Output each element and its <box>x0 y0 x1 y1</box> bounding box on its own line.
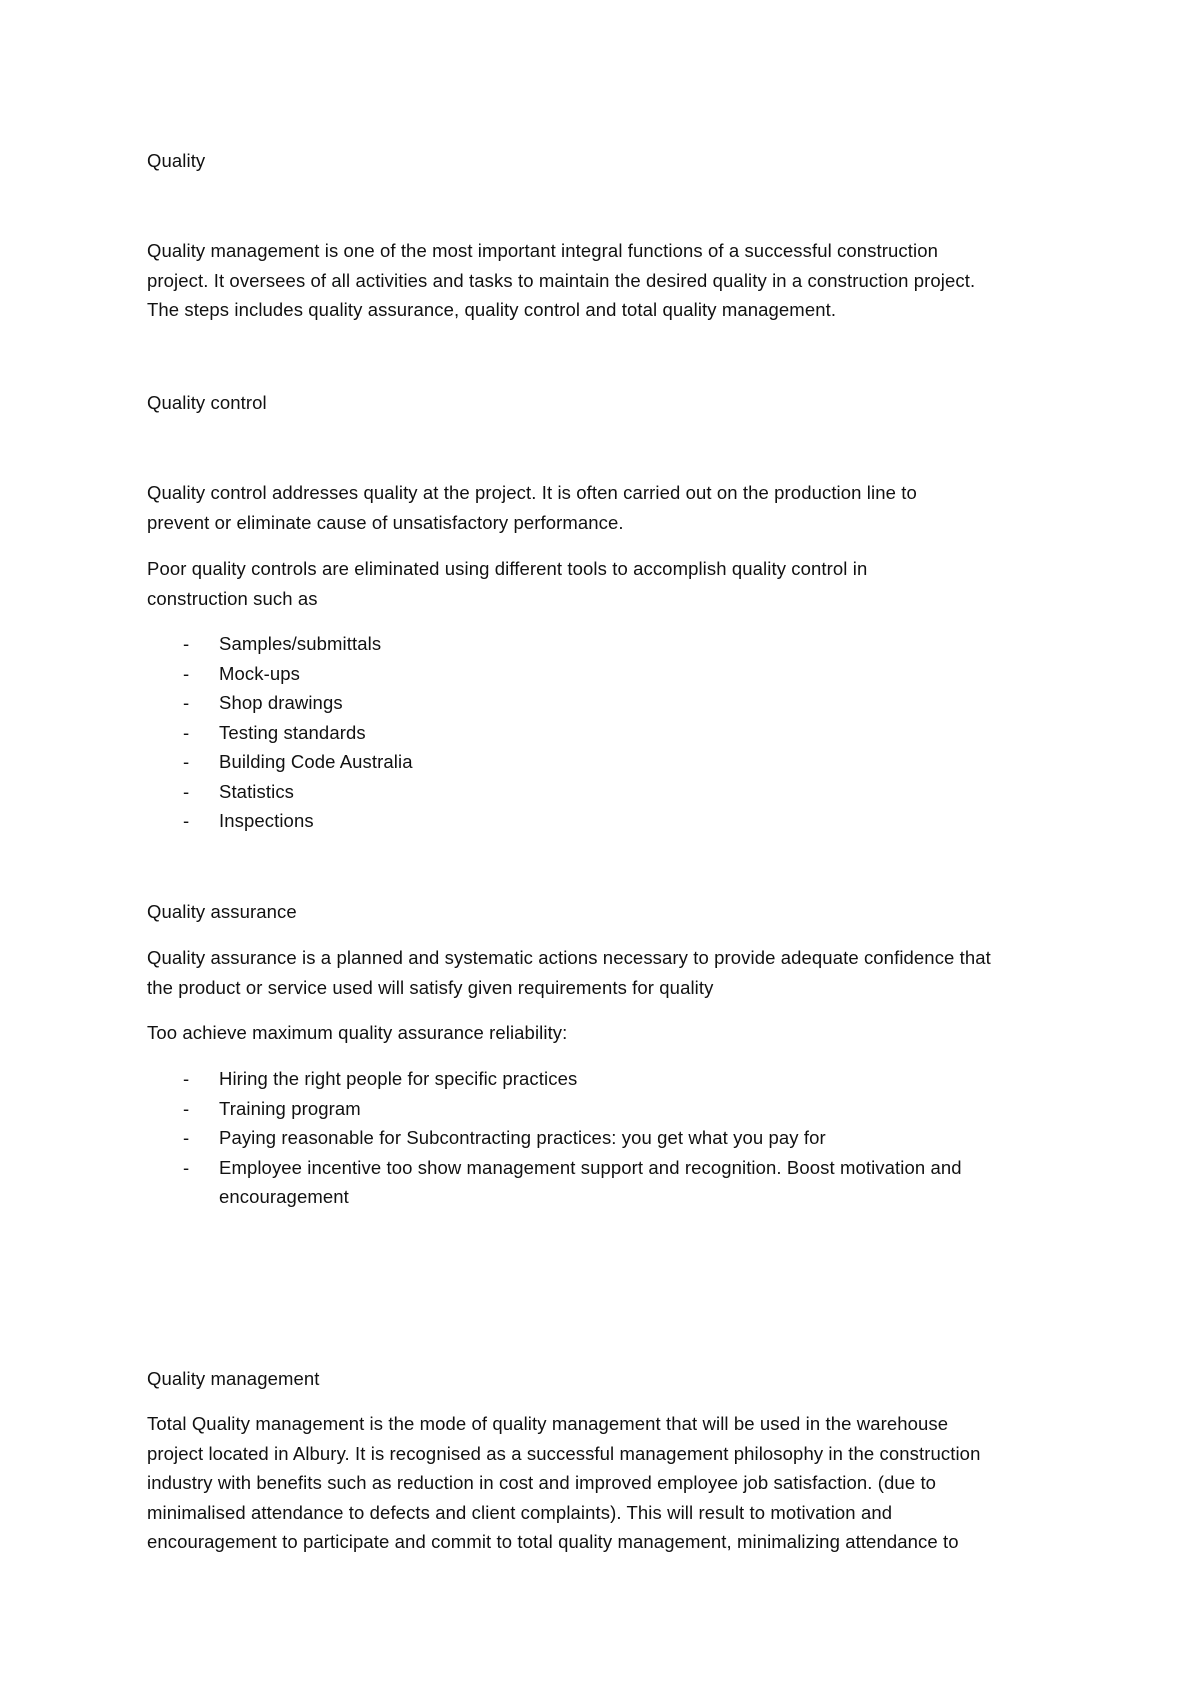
dash-bullet: - <box>183 662 190 684</box>
heading-text: Quality control <box>147 392 267 413</box>
paragraph-line: prevent or eliminate cause of unsatisfactory performance. <box>147 511 624 533</box>
list-item <box>147 747 1077 777</box>
dash-bullet: - <box>183 1127 190 1148</box>
heading-text: Quality management <box>147 1368 320 1389</box>
dash-bullet: - <box>183 780 190 802</box>
dash-bullet: - <box>183 633 190 654</box>
paragraph-line: Poor quality controls are eliminated using different tools to accomplish quality control in <box>147 558 868 579</box>
paragraph-line: project. It oversees of all activities and tasks to maintain the desired quality in a construction project. <box>147 269 976 291</box>
list-item-text: Mock-ups <box>219 662 300 684</box>
paragraph-line: Total Quality management is the mode of quality management that will be used in the warehouse <box>147 1413 949 1434</box>
quality-management-paragraph <box>147 1409 1077 1557</box>
dash-bullet: - <box>183 1097 190 1119</box>
list-item <box>147 629 1077 659</box>
list-item-text: Testing standards <box>219 721 366 743</box>
list-item-text: Training program <box>219 1097 361 1119</box>
paragraph-line: The steps includes quality assurance, quality control and total quality management. <box>147 299 837 320</box>
document-title <box>147 146 1077 176</box>
list-item-text: Inspections <box>219 810 314 831</box>
paragraph-line: Quality management is one of the most important integral functions of a successful construction <box>147 240 939 261</box>
quality-control-tools-intro <box>147 554 1077 613</box>
list-item <box>147 777 1077 807</box>
paragraph-line: industry with benefits such as reduction in cost and improved employee job satisfaction. (due to <box>147 1472 937 1493</box>
intro-paragraph <box>147 236 1077 325</box>
list-item-text: encouragement <box>219 1186 349 1207</box>
list-item <box>147 659 1077 689</box>
paragraph-line: Quality assurance is a planned and systematic actions necessary to provide adequate confidence that <box>147 947 991 968</box>
quality-assurance-reliability-intro <box>147 1018 1077 1048</box>
list-item-continuation <box>147 1182 1077 1212</box>
section-heading-quality-control <box>147 388 1077 418</box>
dash-bullet: - <box>183 751 190 772</box>
list-item-text: Statistics <box>219 780 295 802</box>
dash-bullet: - <box>183 721 190 743</box>
list-item <box>147 718 1077 748</box>
list-item-text: Building Code Australia <box>219 751 413 772</box>
quality-control-tools-list <box>147 629 1077 836</box>
paragraph-line: Quality control addresses quality at the project. It is often carried out on the production line to <box>147 482 917 503</box>
list-item-text: Paying reasonable for Subcontracting practices: you get what you pay for <box>219 1127 826 1148</box>
paragraph-line: Too achieve maximum quality assurance reliability: <box>147 1022 568 1043</box>
paragraph-line: project located in Albury. It is recognised as a successful management philosophy in the construction <box>147 1442 981 1464</box>
list-item <box>147 1094 1077 1124</box>
list-item-text: Shop drawings <box>219 692 343 713</box>
paragraph-line: the product or service used will satisfy given requirements for quality <box>147 976 714 998</box>
list-item-text: Employee incentive too show management support and recognition. Boost motivation and <box>219 1156 962 1178</box>
section-heading-quality-management <box>147 1364 1077 1394</box>
paragraph-line: minimalised attendance to defects and client complaints). This will result to motivation and <box>147 1501 893 1523</box>
list-item <box>147 688 1077 718</box>
section-heading-quality-assurance <box>147 897 1077 927</box>
list-item <box>147 1123 1077 1153</box>
list-item <box>147 1064 1077 1094</box>
list-item-text: Hiring the right people for specific practices <box>219 1068 578 1089</box>
title-text: Quality <box>147 150 206 171</box>
quality-control-paragraph <box>147 478 1077 537</box>
dash-bullet: - <box>183 1068 190 1089</box>
list-item-text: Samples/submittals <box>219 633 382 654</box>
dash-bullet: - <box>183 692 190 713</box>
dash-bullet: - <box>183 1156 190 1178</box>
dash-bullet: - <box>183 810 190 831</box>
quality-assurance-paragraph <box>147 943 1077 1002</box>
heading-text: Quality assurance <box>147 901 297 922</box>
list-item <box>147 806 1077 836</box>
list-item <box>147 1153 1077 1183</box>
quality-assurance-list <box>147 1064 1077 1212</box>
paragraph-line: construction such as <box>147 587 318 609</box>
paragraph-line: encouragement to participate and commit to total quality management, minimalizing attendance to <box>147 1531 959 1552</box>
